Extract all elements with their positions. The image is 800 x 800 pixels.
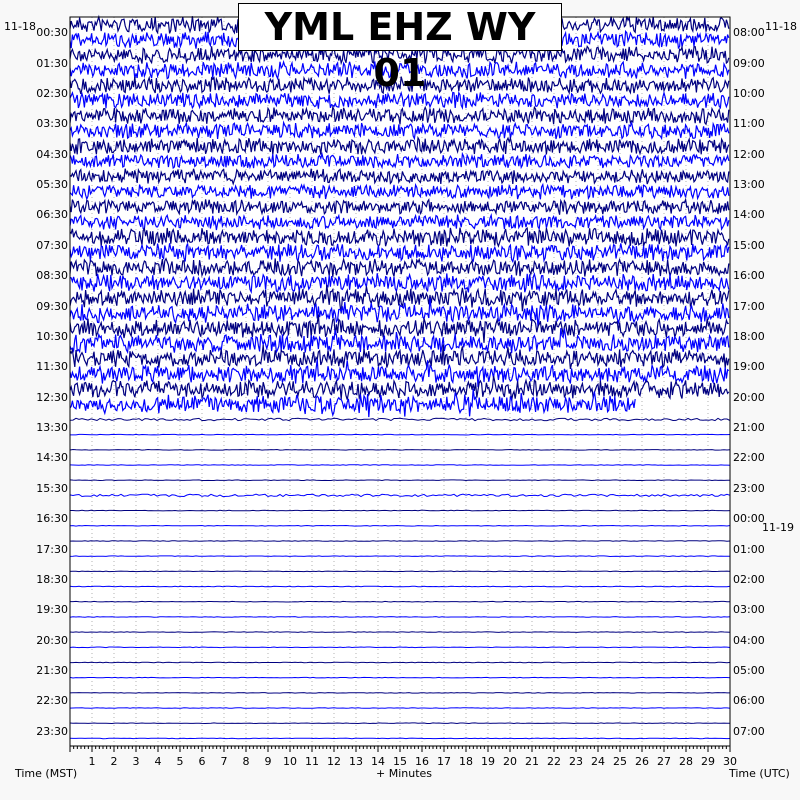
- x-tick-label: 20: [503, 755, 517, 768]
- right-time-label: 11:00: [733, 117, 765, 131]
- x-tick-label: 23: [569, 755, 583, 768]
- left-time-label: 11:30: [36, 360, 68, 374]
- left-time-label: 22:30: [36, 694, 68, 708]
- left-time-label: 04:30: [36, 147, 68, 161]
- x-tick-label: 8: [242, 755, 250, 768]
- left-time-label: 06:30: [36, 208, 68, 222]
- seismic-trace: [70, 526, 730, 527]
- right-time-label: 18:00: [733, 329, 765, 343]
- right-time-label: 12:00: [733, 147, 765, 161]
- right-time-label: 19:00: [733, 360, 765, 374]
- x-tick-label: 7: [220, 755, 228, 768]
- seismic-trace: [70, 586, 730, 587]
- left-time-label: 10:30: [36, 329, 68, 343]
- x-tick-label: 9: [264, 755, 272, 768]
- x-tick-label: 22: [547, 755, 561, 768]
- right-time-label: 07:00: [733, 724, 765, 738]
- right-time-label: 16:00: [733, 269, 765, 283]
- x-tick-label: 17: [437, 755, 451, 768]
- x-tick-label: 18: [459, 755, 473, 768]
- x-tick-label: 14: [371, 755, 385, 768]
- right-time-label: 22:00: [733, 451, 765, 465]
- x-tick-label: 4: [154, 755, 162, 768]
- right-date-label: 11-18: [765, 20, 797, 33]
- left-time-label: 23:30: [36, 724, 68, 738]
- left-time-label: 13:30: [36, 421, 68, 435]
- x-tick-label: 6: [198, 755, 206, 768]
- seismic-trace: [70, 601, 730, 602]
- seismic-trace: [70, 677, 730, 678]
- right-time-label: 02:00: [733, 572, 765, 586]
- right-time-label: 03:00: [733, 603, 765, 617]
- right-time-label: 23:00: [733, 481, 765, 495]
- left-time-label: 18:30: [36, 572, 68, 586]
- x-tick-label: 15: [393, 755, 407, 768]
- left-time-label: 21:30: [36, 664, 68, 678]
- x-tick-label: 28: [679, 755, 693, 768]
- right-time-label: 00:00: [733, 512, 765, 526]
- x-tick-label: 29: [701, 755, 715, 768]
- left-time-label: 15:30: [36, 481, 68, 495]
- x-tick-label: 27: [657, 755, 671, 768]
- x-tick-label: 26: [635, 755, 649, 768]
- x-tick-label: 11: [305, 755, 319, 768]
- seismic-trace: [70, 434, 730, 435]
- right-axis-label: Time (UTC): [729, 767, 790, 780]
- x-tick-label: 21: [525, 755, 539, 768]
- seismic-trace: [70, 632, 730, 633]
- seismic-trace: [70, 465, 730, 466]
- left-time-label: 00:30: [36, 26, 68, 40]
- x-tick-label: 12: [327, 755, 341, 768]
- left-time-label: 05:30: [36, 178, 68, 192]
- right-time-label: 05:00: [733, 664, 765, 678]
- right-time-label: 10:00: [733, 86, 765, 100]
- right-time-label: 01:00: [733, 542, 765, 556]
- x-tick-label: 10: [283, 755, 297, 768]
- left-time-label: 17:30: [36, 542, 68, 556]
- right-date-change-label: 11-19: [762, 521, 794, 534]
- left-time-label: 08:30: [36, 269, 68, 283]
- chart-title: YML EHZ WY 01: [238, 3, 562, 51]
- right-time-label: 15:00: [733, 238, 765, 252]
- x-tick-label: 24: [591, 755, 605, 768]
- x-tick-label: 30: [723, 755, 737, 768]
- right-time-label: 13:00: [733, 178, 765, 192]
- left-time-label: 12:30: [36, 390, 68, 404]
- left-axis-label: Time (MST): [15, 767, 78, 780]
- right-time-label: 14:00: [733, 208, 765, 222]
- x-tick-label: 1: [88, 755, 96, 768]
- x-tick-label: 2: [110, 755, 118, 768]
- seismic-trace: [70, 617, 730, 618]
- left-time-label: 19:30: [36, 603, 68, 617]
- right-time-label: 06:00: [733, 694, 765, 708]
- left-time-label: 09:30: [36, 299, 68, 313]
- seismic-trace: [70, 723, 730, 724]
- left-time-label: 14:30: [36, 451, 68, 465]
- seismic-trace: [70, 541, 730, 542]
- left-time-label: 20:30: [36, 633, 68, 647]
- left-time-label: 01:30: [36, 56, 68, 70]
- right-time-label: 21:00: [733, 421, 765, 435]
- left-time-label: 02:30: [36, 86, 68, 100]
- x-tick-label: 19: [481, 755, 495, 768]
- x-tick-label: 25: [613, 755, 627, 768]
- right-time-label: 17:00: [733, 299, 765, 313]
- left-date-label: 11-18: [4, 20, 36, 33]
- x-tick-label: 3: [132, 755, 140, 768]
- left-time-label: 07:30: [36, 238, 68, 252]
- x-tick-label: 5: [176, 755, 184, 768]
- x-tick-label: 16: [415, 755, 429, 768]
- left-time-label: 16:30: [36, 512, 68, 526]
- right-time-label: 20:00: [733, 390, 765, 404]
- left-time-label: 03:30: [36, 117, 68, 131]
- x-axis-label: + Minutes: [376, 767, 433, 780]
- right-time-label: 04:00: [733, 633, 765, 647]
- right-time-label: 08:00: [733, 26, 765, 40]
- right-time-label: 09:00: [733, 56, 765, 70]
- x-tick-label: 13: [349, 755, 363, 768]
